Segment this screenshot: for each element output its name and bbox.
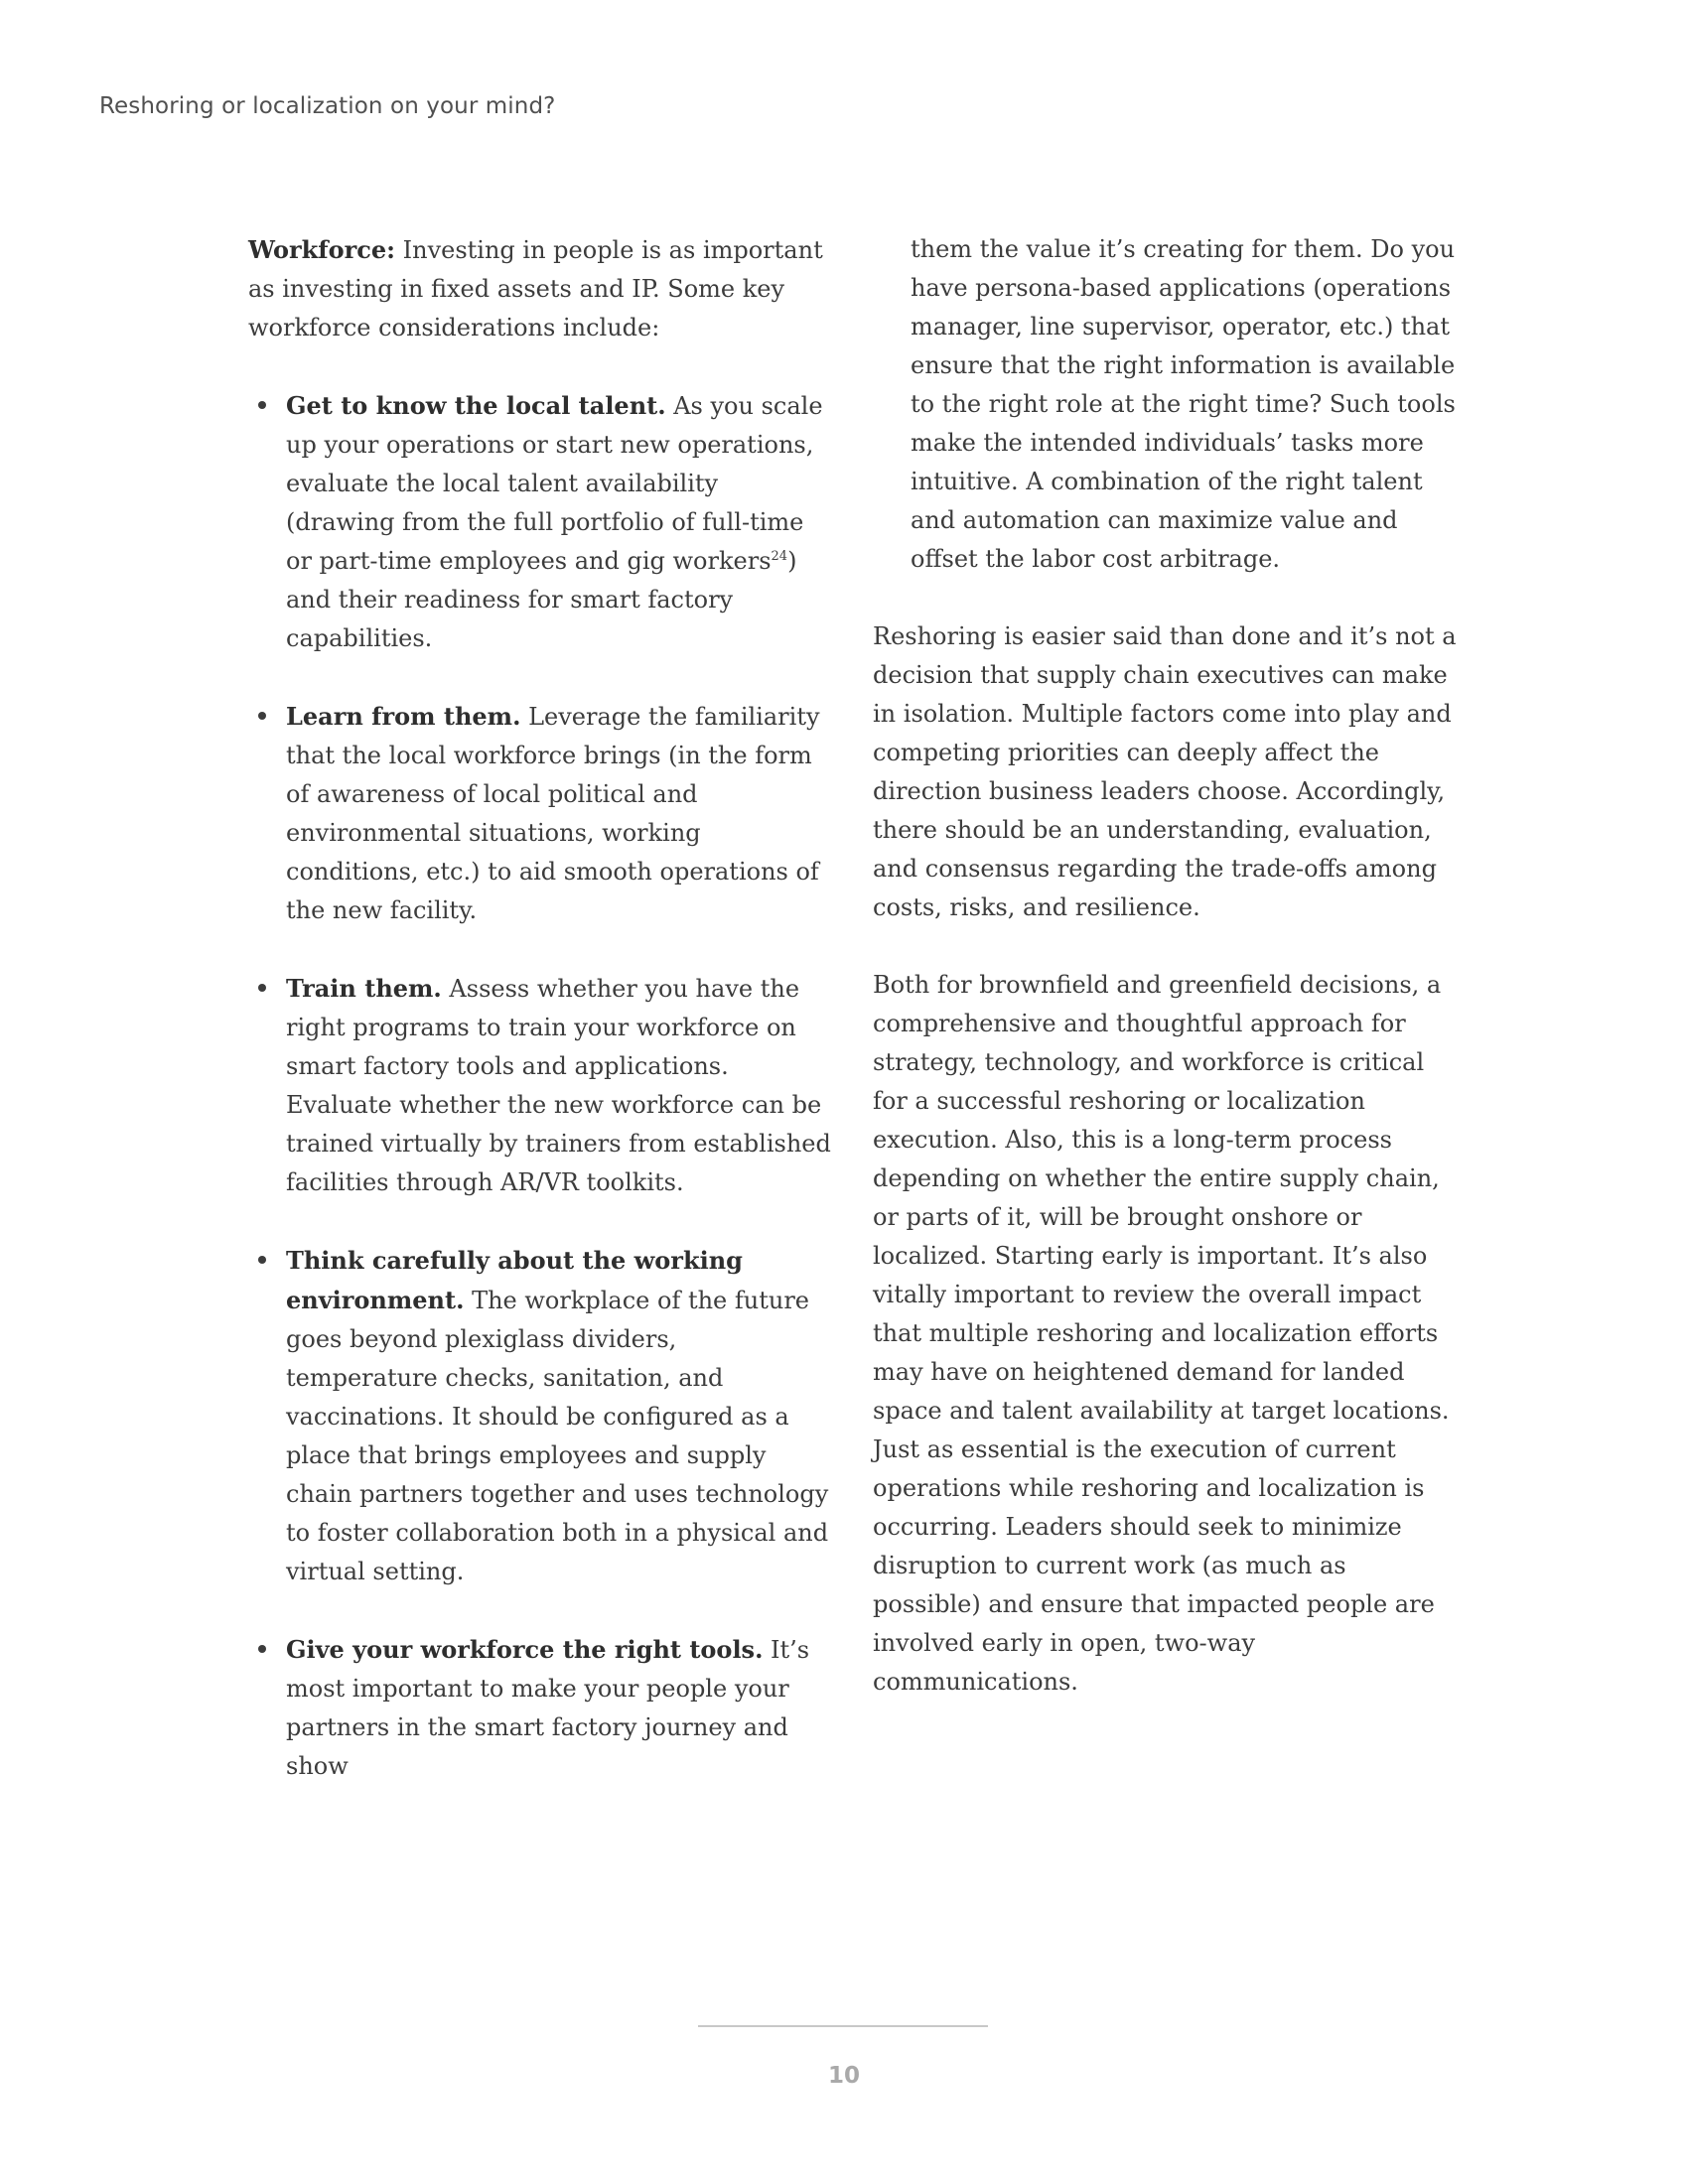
list-item	[248, 1630, 834, 1786]
bullet-continuation: them the value it’s creating for them. Do you have persona-based applications (operations manager, line supervisor, operator, etc.) that ensure that the right information is available to the right role at the right time? Such tools make the intended individuals’ tasks more intuitive. A combination of the right talent and automation can maximize value and offset the labor cost arbitrage.	[911, 235, 1456, 573]
list-item	[248, 969, 834, 1202]
bullet-text: As you scale up your operations or start new operations, evaluate the local talent availability (drawing from the full portfolio of full-time or part-time employees and gig workers	[286, 392, 823, 575]
body-paragraph: Reshoring is easier said than done and it’s not a decision that supply chain executives can make in isolation. Multiple factors come into play and competing priorities can deeply affect the direction business leaders choose. Accordingly, there should be an understanding, evaluation, and consensus regarding the trade-offs among costs, risks, and resilience.	[873, 622, 1457, 921]
bullet-lead: Think carefully about the working environment.	[286, 1246, 743, 1314]
intro-text: Investing in people is as important as investing in fixed assets and IP. Some key workforce considerations include:	[248, 236, 823, 341]
workforce-considerations-list	[248, 386, 834, 1786]
bullet-text: The workplace of the future goes beyond plexiglass dividers, temperature checks, sanitation, and vaccinations. It should be configured as a place that brings employees and supply chain partners together and uses technology to foster collaboration both in a physical and virtual setting.	[286, 1287, 829, 1585]
bullet-lead: Train them.	[286, 974, 442, 1003]
right-column	[873, 230, 1459, 1702]
bullet-text: It’s most important to make your people your partners in the smart factory journey and show	[286, 1636, 810, 1780]
bullet-lead: Give your workforce the right tools.	[286, 1635, 764, 1664]
bullet-icon	[258, 401, 266, 409]
left-column	[248, 230, 834, 1786]
intro-paragraph	[248, 230, 834, 347]
bullet-lead: Get to know the local talent.	[286, 391, 666, 420]
page-number: 10	[827, 2063, 860, 2089]
bullet-text-after-note: ) and their readiness for smart factory capabilities.	[286, 547, 797, 652]
list-item	[248, 1241, 834, 1591]
bullet-icon	[258, 1256, 266, 1264]
bullet-icon	[258, 984, 266, 992]
body-paragraph: Both for brownfield and greenfield decisions, a comprehensive and thoughtful approach for strategy, technology, and workforce is critical for a successful reshoring or localization execution. Also, this is a long-term process depending on whether the entire supply chain, or parts of it, will be brought onshore or localized. Starting early is important. It’s also vitally important to review the overall impact that multiple reshoring and localization efforts may have on heightened demand for landed space and talent availability at target locations. Just as essential is the execution of current operations while reshoring and localization is occurring. Leaders should seek to minimize disruption to current work (as much as possible) and ensure that impacted people are involved early in open, two-way communications.	[873, 971, 1450, 1696]
bullet-icon	[258, 1645, 266, 1653]
bullet-text: Assess whether you have the right programs to train your workforce on smart factory tools and applications. Evaluate whether the new workforce can be trained virtually by trainers from established facilities through AR/VR toolkits.	[286, 975, 831, 1196]
footnote-marker: 24	[771, 549, 788, 564]
bullet-lead: Learn from them.	[286, 702, 521, 731]
bullet-icon	[258, 712, 266, 720]
intro-lead: Workforce:	[248, 235, 395, 264]
running-header-title: Reshoring or localization on your mind?	[99, 93, 556, 119]
list-item	[248, 386, 834, 658]
list-item	[248, 697, 834, 930]
footer-divider	[698, 2025, 988, 2027]
bullet-text: Leverage the familiarity that the local workforce brings (in the form of awareness of local political and environmental situations, working conditions, etc.) to aid smooth operations of the new facility.	[286, 703, 820, 924]
